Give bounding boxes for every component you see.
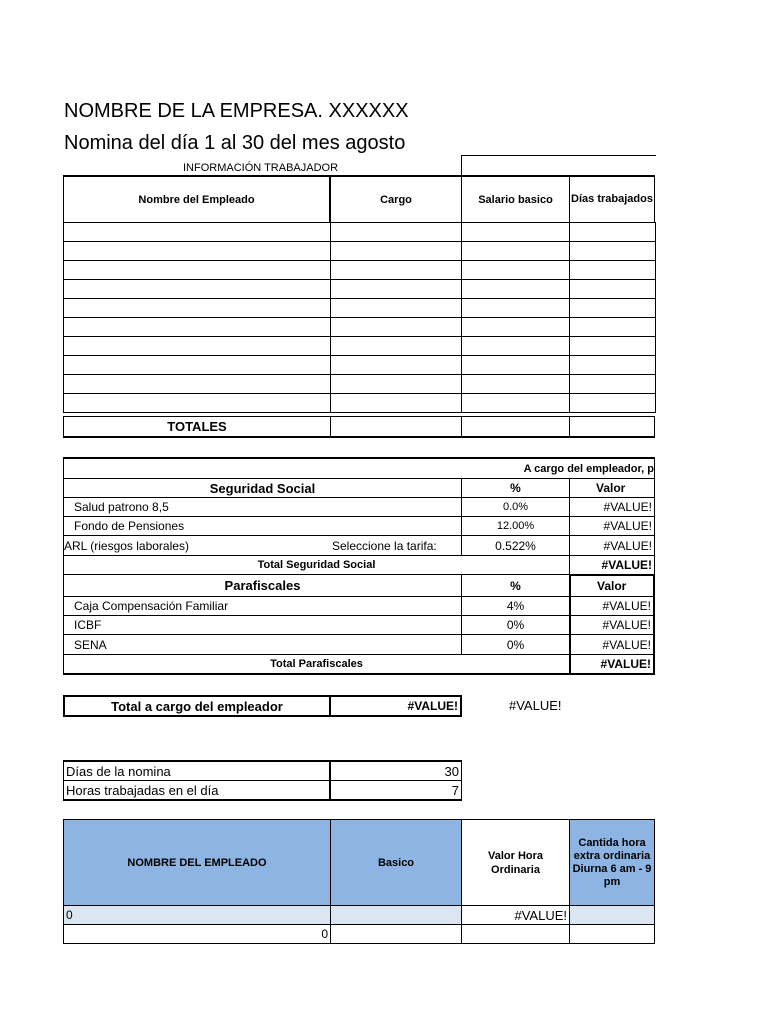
total-ss-label: Total Seguridad Social: [63, 555, 570, 575]
ot-row2-name[interactable]: 0: [63, 924, 331, 944]
table-row: [64, 280, 656, 299]
sena-pct[interactable]: 0%: [461, 634, 570, 655]
total-employer-label: Total a cargo del empleador: [63, 695, 331, 717]
horas-value[interactable]: 7: [329, 780, 462, 801]
total-employer-value: #VALUE!: [329, 695, 462, 717]
total-para-val: #VALUE!: [569, 654, 655, 675]
table-row: [64, 394, 656, 413]
arl-pct[interactable]: 0.522%: [461, 535, 570, 556]
arl-label: ARL (riesgos laborales): [64, 538, 189, 553]
icbf-pct[interactable]: 0%: [461, 615, 570, 635]
pensiones-pct[interactable]: 12.00%: [461, 516, 570, 536]
totals-cargo: [330, 416, 462, 438]
header-bracket: [461, 155, 656, 176]
col-header-salario: Salario basico: [461, 175, 570, 223]
col-header-dias: Días trabajados: [569, 175, 655, 223]
section-label: INFORMACIÓN TRABAJADOR: [183, 162, 339, 174]
dias-nomina-label: Días de la nomina: [63, 760, 331, 781]
para-pct-header: %: [461, 574, 570, 597]
company-title: NOMBRE DE LA EMPRESA. XXXXXX: [64, 100, 409, 122]
table-row: [64, 318, 656, 337]
ss-pct-header: %: [461, 478, 570, 498]
arl-row: [63, 535, 462, 556]
pensiones-label: Fondo de Pensiones: [63, 516, 462, 536]
table-row: [64, 375, 656, 394]
table-row: [64, 356, 656, 375]
total-employer-side-value: #VALUE!: [509, 698, 562, 713]
col-header-nombre: Nombre del Empleado: [63, 175, 331, 223]
arl-tarifa-note: Seleccione la tarifa:: [332, 538, 437, 553]
ot-row1-extra[interactable]: [569, 905, 655, 925]
ot-row1-name[interactable]: 0: [63, 905, 331, 925]
salud-val: #VALUE!: [569, 497, 655, 517]
ss-val-header: Valor: [569, 478, 655, 498]
sena-label: SENA: [63, 634, 462, 655]
caja-label: Caja Compensación Familiar: [63, 596, 462, 616]
table-row: [64, 242, 656, 261]
table-row: [64, 337, 656, 356]
pensiones-val: #VALUE!: [569, 516, 655, 536]
icbf-label: ICBF: [63, 615, 462, 635]
totals-label: TOTALES: [63, 416, 331, 438]
table-row: [64, 299, 656, 318]
ot-col-nombre: NOMBRE DEL EMPLEADO: [63, 819, 331, 906]
icbf-val: #VALUE!: [569, 615, 655, 635]
para-val-header: Valor: [569, 574, 655, 597]
salud-pct[interactable]: 0.0%: [461, 497, 570, 517]
employer-banner: A cargo del empleador, p: [63, 457, 655, 479]
table-row: [64, 261, 656, 280]
parafiscales-title: Parafiscales: [63, 574, 462, 597]
seguridad-social-title: Seguridad Social: [63, 478, 462, 498]
caja-val: #VALUE!: [569, 596, 655, 616]
total-ss-val: #VALUE!: [569, 555, 655, 575]
dias-nomina-value[interactable]: 30: [329, 760, 462, 781]
ot-row2-valor: [461, 924, 570, 944]
payroll-period-title: Nomina del día 1 al 30 del mes agosto: [64, 132, 406, 154]
ot-row2-basico[interactable]: [330, 924, 462, 944]
table-row: [64, 223, 656, 242]
total-para-label: Total Parafiscales: [63, 654, 570, 675]
ot-col-valor-hora: Valor Hora Ordinaria: [461, 819, 570, 906]
ot-row2-extra[interactable]: [569, 924, 655, 944]
arl-val: #VALUE!: [569, 535, 655, 556]
ot-col-extra: Cantida hora extra ordinaria Diurna 6 am - 9 pm: [569, 819, 655, 906]
salud-label: Salud patrono 8,5: [63, 497, 462, 517]
totals-dias: [569, 416, 655, 438]
totals-salario: [461, 416, 570, 438]
col-header-cargo: Cargo: [330, 175, 462, 223]
caja-pct[interactable]: 4%: [461, 596, 570, 616]
ot-row1-basico[interactable]: [330, 905, 462, 925]
horas-label: Horas trabajadas en el día: [63, 780, 331, 801]
sena-val: #VALUE!: [569, 634, 655, 655]
ot-col-basico: Basico: [330, 819, 462, 906]
ot-row1-valor: #VALUE!: [461, 905, 570, 925]
employee-grid: [63, 222, 656, 413]
